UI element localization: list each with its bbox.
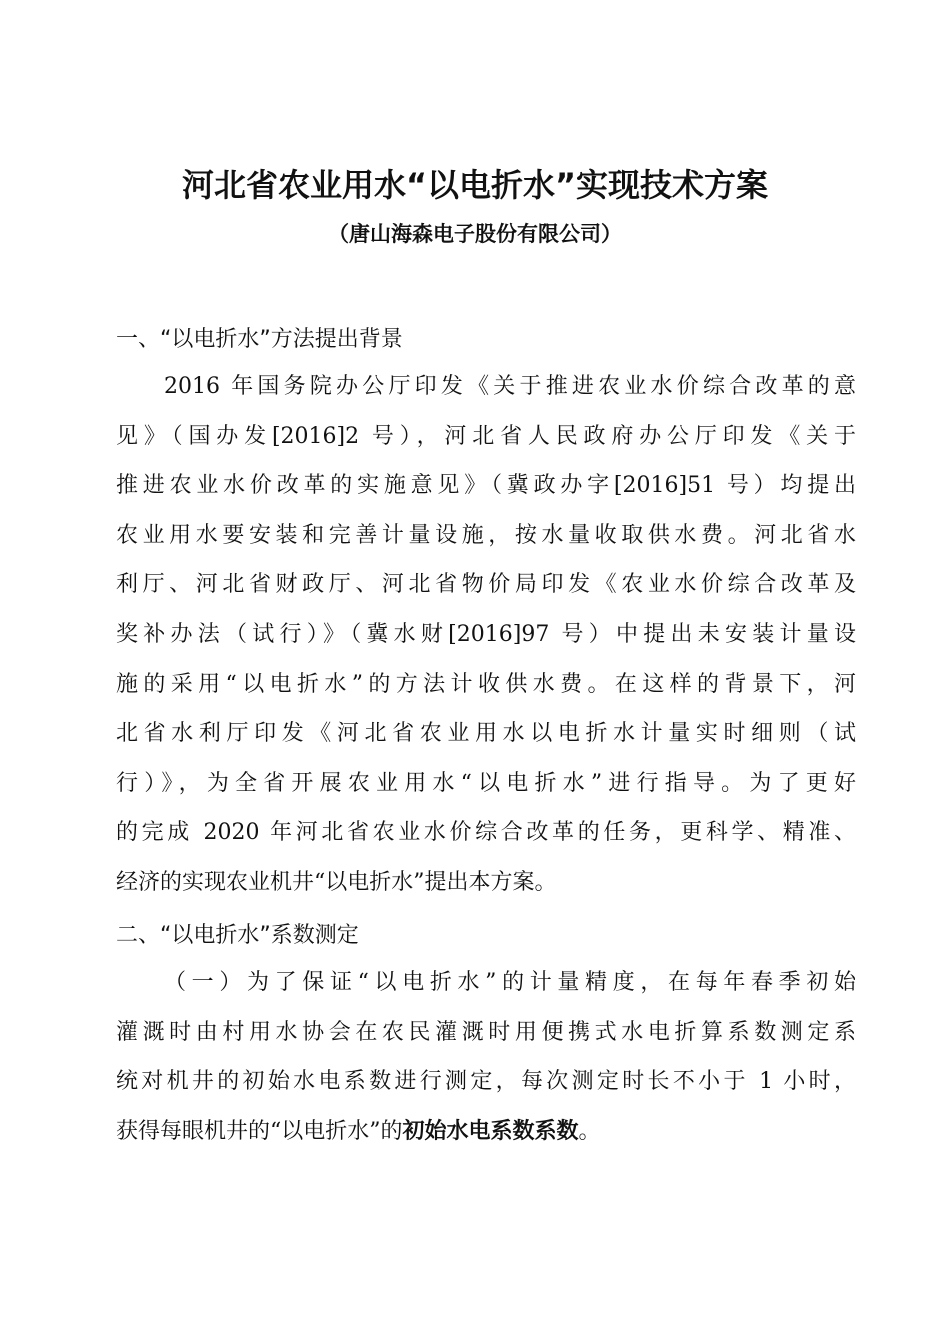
paragraph-line: 北省水利厅印发《河北省农业用水以电折水计量实时细则（试 — [116, 721, 856, 746]
paragraph-line: 统对机井的初始水电系数进行测定，每次测定时长不小于 1 小时， — [116, 1069, 856, 1094]
paragraph-line: （一）为了保证“以电折水”的计量精度，在每年春季初始 — [164, 970, 856, 995]
document-subtitle: （唐山海森电子股份有限公司） — [328, 222, 622, 246]
paragraph-line: 推进农业水价改革的实施意见》（冀政办字[2016]51 号）均提出 — [116, 473, 856, 498]
paragraph-line: 见》（国办发[2016]2 号），河北省人民政府办公厅印发《关于 — [116, 424, 856, 449]
section-heading-2: 二、“以电折水”系数测定 — [116, 923, 359, 948]
document-title: 河北省农业用水“以电折水”实现技术方案 — [181, 166, 769, 204]
paragraph-line: 奖补办法（试行）》（冀水财[2016]97 号）中提出未安装计量设 — [116, 622, 856, 647]
paragraph-line: 农业用水要安装和完善计量设施，按水量收取供水费。河北省水 — [116, 523, 856, 548]
line-text: 获得每眼机井的“以电折水”的 — [116, 1119, 403, 1144]
paragraph-line: 经济的实现农业机井“以电折水”提出本方案。 — [116, 870, 557, 895]
paragraph-line: 行）》，为全省开展农业用水“以电折水”进行指导。为了更好 — [116, 771, 856, 796]
paragraph-line: 利厅、河北省财政厅、河北省物价局印发《农业水价综合改革及 — [116, 572, 856, 597]
paragraph-line: 2016 年国务院办公厅印发《关于推进农业水价综合改革的意 — [164, 374, 856, 399]
paragraph-line — [116, 1117, 856, 1147]
paragraph-line: 施的采用“以电折水”的方法计收供水费。在这样的背景下，河 — [116, 672, 856, 697]
paragraph-line: 灌溉时由村用水协会在农民灌溉时用便携式水电折算系数测定系 — [116, 1020, 856, 1045]
line-text: 。 — [578, 1119, 601, 1144]
paragraph-line: 的完成 2020 年河北省农业水价综合改革的任务，更科学、精准、 — [116, 820, 856, 845]
bold-term: 初始水电系数系数 — [402, 1119, 579, 1144]
section-heading-1: 一、“以电折水”方法提出背景 — [116, 327, 403, 352]
